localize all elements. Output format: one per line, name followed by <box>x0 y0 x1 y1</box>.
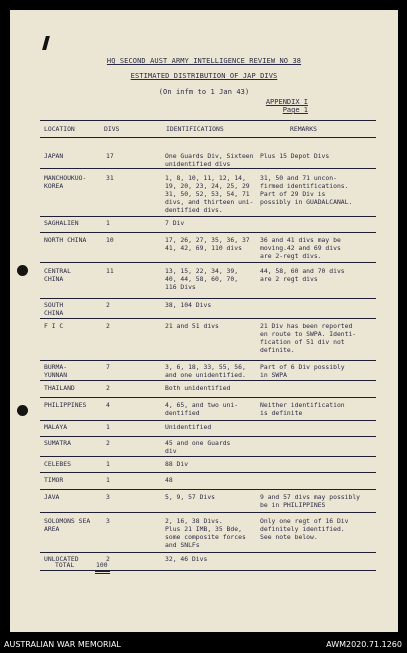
footer-catalog-id: AWM2020.71.1260 <box>326 640 402 649</box>
table-rule <box>40 380 376 381</box>
table-rule <box>40 232 376 233</box>
table-rule <box>40 168 376 169</box>
cell-location: SAGHALIEN <box>44 219 79 227</box>
cell-ids: 4, 65, and two uni- dentified <box>165 401 239 417</box>
table-rule <box>40 489 376 490</box>
cell-location: JAPAN <box>44 152 64 160</box>
cell-location: TIMOR <box>44 476 64 484</box>
punch-hole <box>17 265 28 276</box>
cell-ids: 38, 104 Divs <box>165 301 212 309</box>
date-note: (On infm to 1 Jan 43) <box>158 88 250 96</box>
header-location: LOCATION <box>44 125 75 133</box>
cell-location: SOLOMONS SEA AREA <box>44 517 91 533</box>
cell-ids: 88 Div <box>165 460 189 468</box>
cell-divs: 4 <box>106 401 110 409</box>
table-rule <box>40 570 376 571</box>
cell-remarks: 44, 58, 60 and 70 divs are 2 regt divs <box>260 267 345 283</box>
cell-remarks: 31, 50 and 71 uncon- firmed identifications. Part of 29 Div is possibly in GUADALCANAL. <box>260 174 353 206</box>
table-rule <box>40 456 376 457</box>
table-rule <box>40 552 376 553</box>
header-remarks: REMARKS <box>290 125 317 133</box>
table-rule <box>40 397 376 398</box>
cell-ids: 5, 9, 57 Divs <box>165 493 216 501</box>
cell-location: SUMATRA <box>44 439 71 447</box>
table-rule <box>40 318 376 319</box>
cell-ids: Both unidentified <box>165 384 231 392</box>
total-underline <box>95 573 110 574</box>
cell-divs: 11 <box>106 267 114 275</box>
cell-ids: Unidentified <box>165 423 212 431</box>
appendix-label: APPENDIX I <box>265 98 308 106</box>
total-value: 100 <box>96 561 108 569</box>
cell-ids: 48 <box>165 476 173 484</box>
table-rule <box>40 120 376 121</box>
cell-ids: One Guards Div, Sixteen unidentified divs <box>165 152 254 168</box>
cell-divs: 1 <box>106 219 110 227</box>
cell-ids: 21 and 51 divs <box>165 322 219 330</box>
cell-divs: 7 <box>106 363 110 371</box>
cell-divs: 3 <box>106 493 110 501</box>
cell-divs: 3 <box>106 517 110 525</box>
cell-location: SOUTH CHINA <box>44 301 64 317</box>
page-label: Page 1 <box>282 106 308 114</box>
cell-location: CELEBES <box>44 460 71 468</box>
header-identifications: IDENTIFICATIONS <box>166 125 224 133</box>
cell-divs: 10 <box>106 236 114 244</box>
total-underline <box>95 571 110 572</box>
cell-divs: 17 <box>106 152 114 160</box>
cell-location: BURMA- YUNNAN <box>44 363 68 379</box>
cell-remarks: 21 Div has been reported en route to SWPA. Identi- fication of 51 div not definite. <box>260 322 357 354</box>
cell-location: NORTH CHINA <box>44 236 87 244</box>
cell-location: JAVA <box>44 493 60 501</box>
footer-bar <box>0 636 407 653</box>
cell-divs: 1 <box>106 423 110 431</box>
cell-divs: 2 <box>106 384 110 392</box>
cell-divs: 1 <box>106 460 110 468</box>
cell-ids: 3, 6, 18, 33, 55, 56, and one unidentified. <box>165 363 246 379</box>
table-rule <box>40 436 376 437</box>
footer-source: AUSTRALIAN WAR MEMORIAL <box>4 640 121 649</box>
document-subtitle: ESTIMATED DISTRIBUTION OF JAP DIVS <box>130 72 278 80</box>
total-label: TOTAL <box>55 561 75 569</box>
cell-remarks: Part of 6 Div possibly in SWPA <box>260 363 345 379</box>
cell-location: MANCHOUKUO- KOREA <box>44 174 87 190</box>
cell-location: MALAYA <box>44 423 68 431</box>
cell-location: UNLOCATED <box>44 555 79 563</box>
cell-ids: 2, 16, 38 Divs. Plus 21 IMB, 35 Bde, some composite forces and SNLFs <box>165 517 246 549</box>
cell-divs: 2 <box>106 322 110 330</box>
table-rule <box>40 420 376 421</box>
cell-ids: 13, 15, 22, 34, 39, 40, 44, 58, 60, 70, 116 Divs <box>165 267 239 291</box>
table-rule <box>40 216 376 217</box>
table-rule <box>40 137 376 138</box>
cell-remarks: 9 and 57 divs may possibly be in PHILIPPINES <box>260 493 361 509</box>
cell-ids: 45 and one Guards div <box>165 439 231 455</box>
table-rule <box>40 298 376 299</box>
cell-location: F I C <box>44 322 64 330</box>
table-rule <box>40 360 376 361</box>
cell-divs: 31 <box>106 174 114 182</box>
document-title: HQ SECOND AUST ARMY INTELLIGENCE REVIEW NO 38 <box>106 57 302 65</box>
cell-location: PHILIPPINES <box>44 401 87 409</box>
cell-location: THAILAND <box>44 384 75 392</box>
cell-ids: 32, 46 Divs <box>165 555 208 563</box>
header-divs: DIVS <box>104 125 120 133</box>
cell-divs: 2 <box>106 555 110 563</box>
cell-divs: 2 <box>106 301 110 309</box>
document-page <box>10 10 398 632</box>
table-rule <box>40 262 376 263</box>
cell-remarks: Only one regt of 16 Div definitely identified. See note below. <box>260 517 349 541</box>
cell-ids: 1, 8, 10, 11, 12, 14, 19, 20, 23, 24, 25, 29 31, 50, 52, 53, 54, 71 divs, and thirteen uni- dentified divs. <box>165 174 254 214</box>
cell-divs: 1 <box>106 476 110 484</box>
cell-remarks: Neither identification is definite <box>260 401 345 417</box>
table-rule <box>40 472 376 473</box>
cell-remarks: Plus 15 Depot Divs <box>260 152 330 160</box>
punch-hole <box>17 405 28 416</box>
ink-mark <box>42 36 50 50</box>
cell-remarks: 36 and 41 divs may be moving.42 and 69 divs are 2-regt divs. <box>260 236 341 260</box>
cell-location: CENTRAL CHINA <box>44 267 71 283</box>
cell-divs: 2 <box>106 439 110 447</box>
cell-ids: 7 Div <box>165 219 185 227</box>
cell-ids: 17, 26, 27, 35, 36, 37 41, 42, 69, 110 divs <box>165 236 250 252</box>
table-rule <box>40 512 376 513</box>
